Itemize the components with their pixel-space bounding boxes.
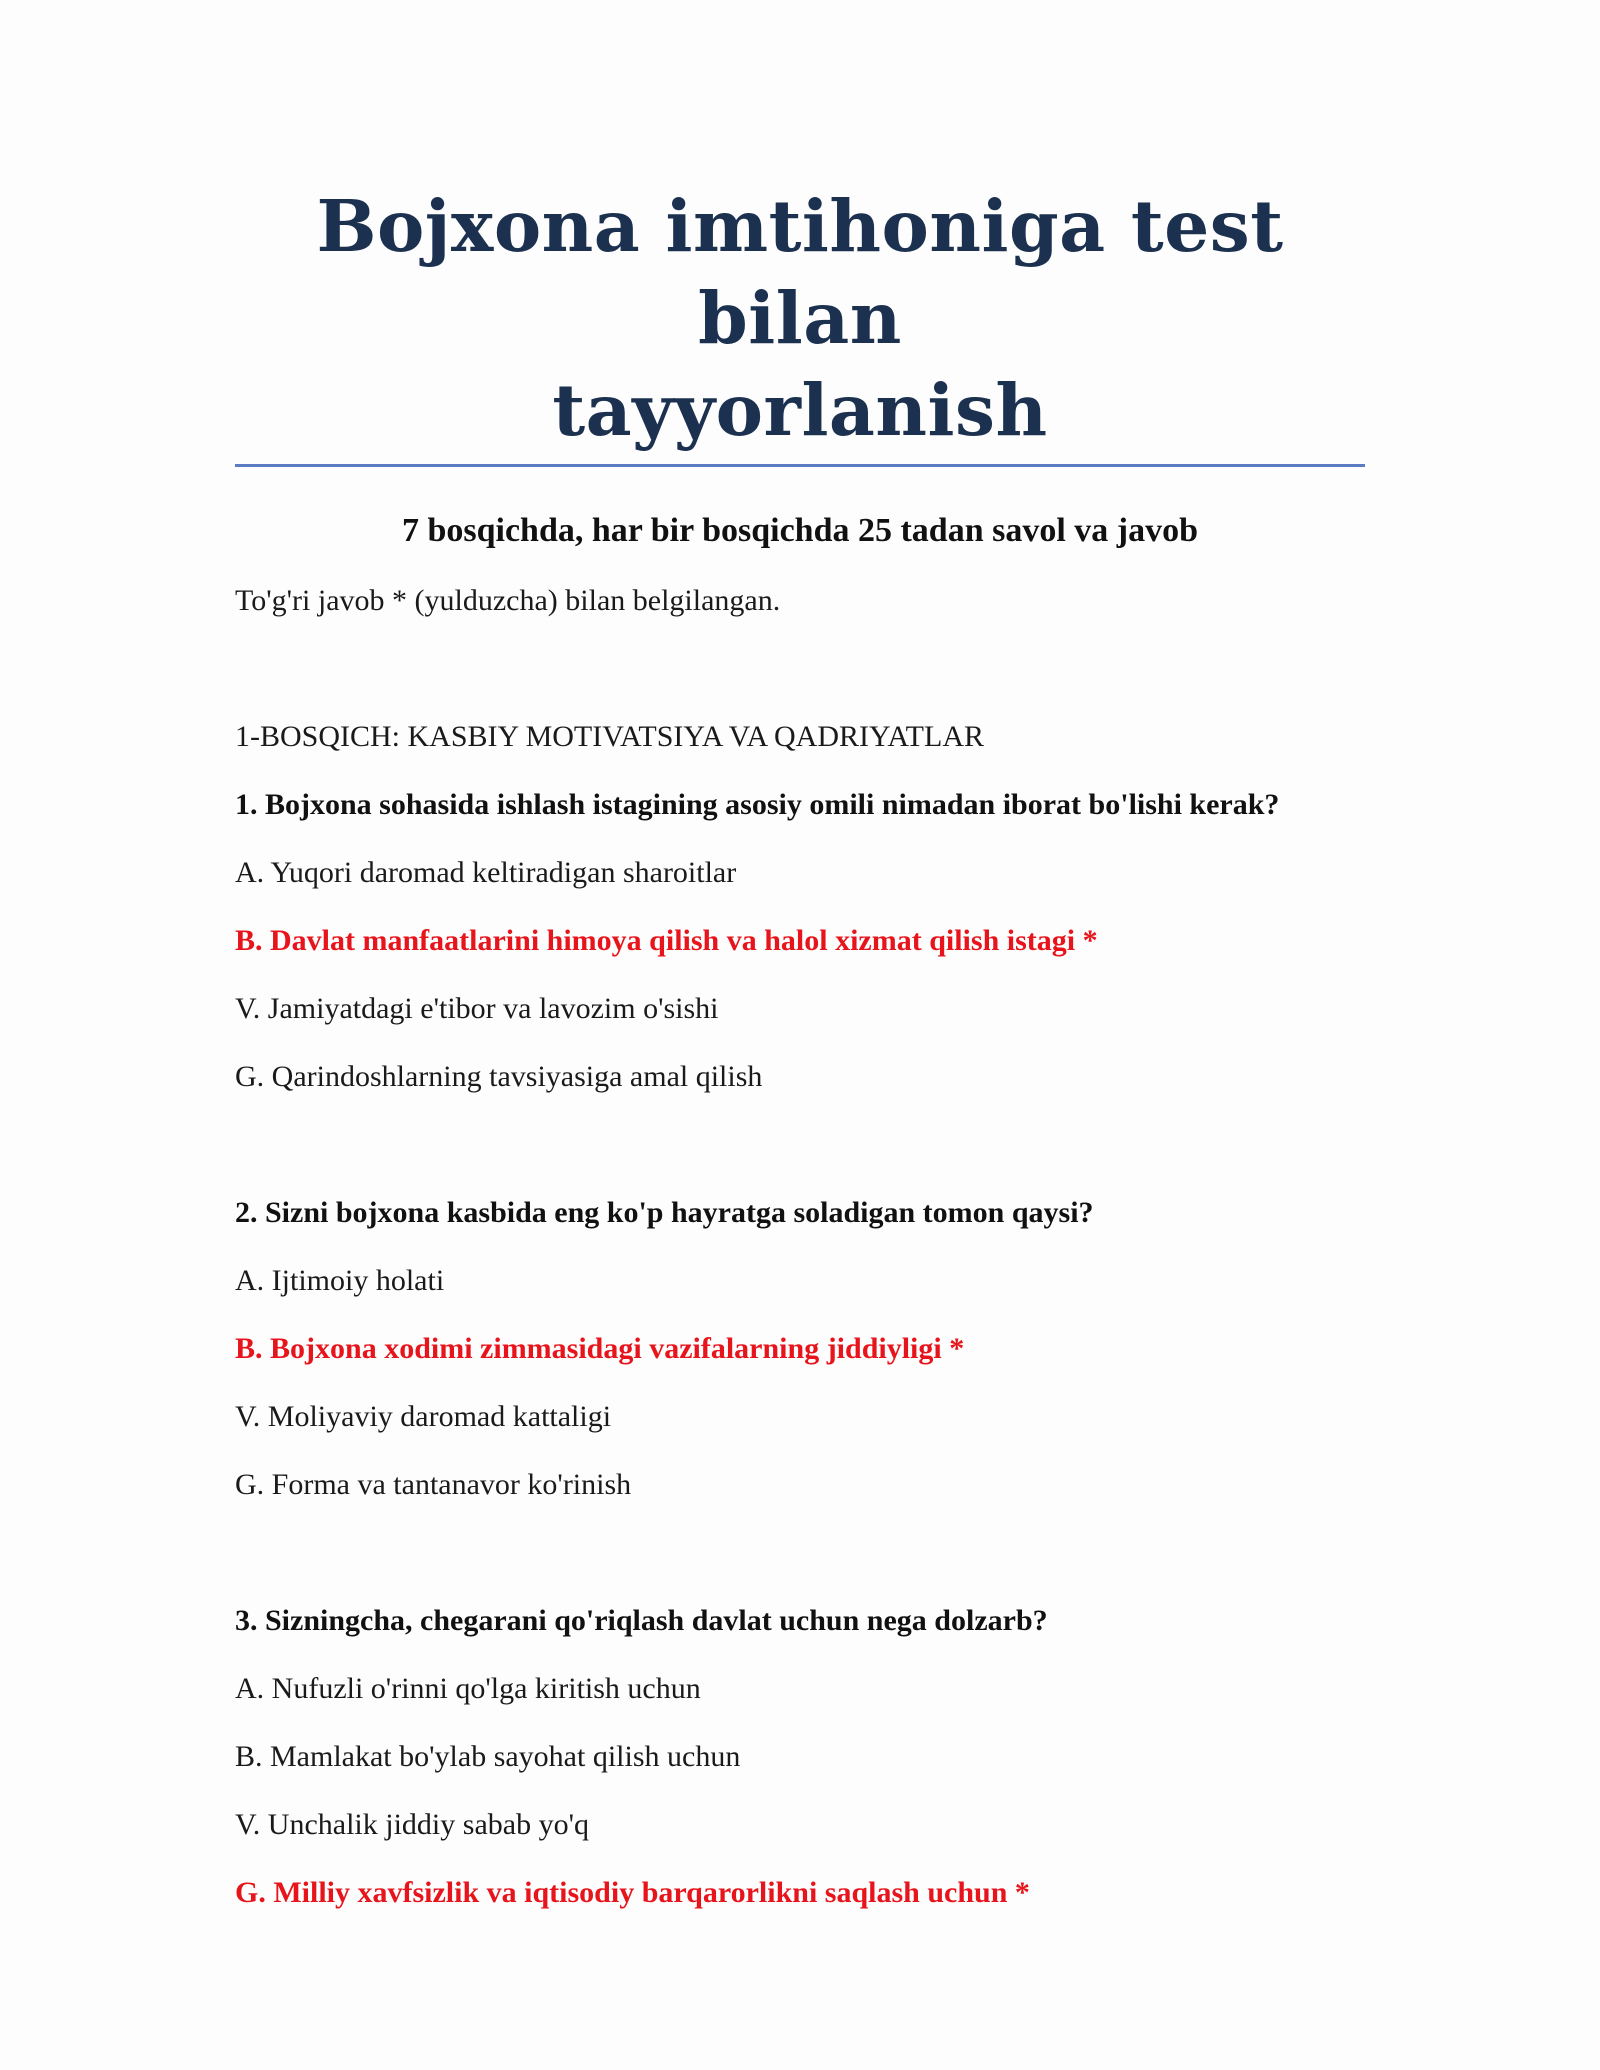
option-v: V. Jamiyatdagi e'tibor va lavozim o'sishi bbox=[235, 992, 719, 1025]
document-subtitle: 7 bosqichda, har bir bosqichda 25 tadan savol va javob bbox=[401, 512, 1199, 549]
option-a: A. Nufuzli o'rinni qo'lga kiritish uchun bbox=[235, 1672, 701, 1705]
title-line-1: Bojxona imtihoniga test bilan bbox=[316, 184, 1284, 360]
option-b-correct: B. Davlat manfaatlarini himoya qilish va halol xizmat qilish istagi * bbox=[235, 924, 1098, 957]
option-a: A. Ijtimoiy holati bbox=[235, 1264, 445, 1297]
option-v: V. Unchalik jiddiy sabab yo'q bbox=[235, 1808, 589, 1841]
section-heading: 1-BOSQICH: KASBIY MOTIVATSIYA VA QADRIYATLAR bbox=[235, 720, 984, 753]
option-g-correct: G. Milliy xavfsizlik va iqtisodiy barqarorlikni saqlash uchun * bbox=[235, 1876, 1030, 1909]
title-line-2: tayyorlanish bbox=[552, 368, 1048, 452]
option-b: B. Mamlakat bo'ylab sayohat qilish uchun bbox=[235, 1740, 741, 1773]
option-v: V. Moliyaviy daromad kattaligi bbox=[235, 1400, 612, 1433]
option-a: A. Yuqori daromad keltiradigan sharoitlar bbox=[235, 856, 737, 889]
option-b-correct: B. Bojxona xodimi zimmasidagi vazifalarning jiddiyligi * bbox=[235, 1332, 965, 1365]
document-content bbox=[235, 180, 1365, 1911]
question-text: 2. Sizni bojxona kasbida eng ko'p hayratga soladigan tomon qaysi? bbox=[235, 1196, 1094, 1229]
option-g: G. Qarindoshlarning tavsiyasiga amal qilish bbox=[235, 1060, 763, 1093]
answer-key-note: To'g'ri javob * (yulduzcha) bilan belgilangan. bbox=[235, 584, 781, 617]
option-g: G. Forma va tantanavor ko'rinish bbox=[235, 1468, 632, 1501]
document-title bbox=[235, 180, 1365, 464]
question-text: 3. Sizningcha, chegarani qo'riqlash davlat uchun nega dolzarb? bbox=[235, 1604, 1048, 1637]
question-3 bbox=[235, 1603, 1365, 1911]
title-underline bbox=[235, 464, 1365, 467]
question-text: 1. Bojxona sohasida ishlash istagining asosiy omili nimadan iborat bo'lishi kerak? bbox=[235, 788, 1280, 821]
question-1 bbox=[235, 787, 1365, 1095]
question-2 bbox=[235, 1195, 1365, 1503]
